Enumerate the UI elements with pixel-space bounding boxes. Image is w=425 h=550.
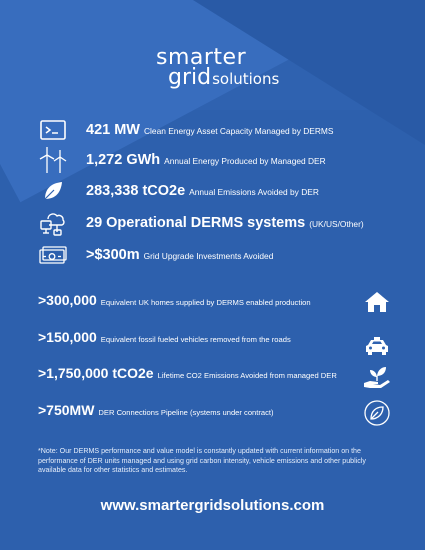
impact-value: >750MW <box>38 402 95 418</box>
money-icon <box>38 240 68 270</box>
impact-row <box>38 402 274 420</box>
house-icon <box>362 287 392 317</box>
stat-value: 29 Operational DERMS systems <box>86 215 306 231</box>
stat-value: >$300m <box>86 247 140 263</box>
terminal-icon <box>38 115 68 145</box>
impact-row <box>38 365 337 383</box>
footnote: *Note: Our DERMS performance and value model is constantly updated with current information on the performance of DER units managed and using grid carbon intensity, vehicle emissions and other publicly available data for other statistics and estimates. <box>38 447 366 475</box>
impact-value: >300,000 <box>38 292 97 308</box>
impact-row <box>38 292 311 310</box>
impact-label: Lifetime CO2 Emissions Avoided from managed DER <box>157 371 337 380</box>
stat-row <box>38 145 326 175</box>
stat-label: Clean Energy Asset Capacity Managed by DERMS <box>144 126 334 136</box>
stat-row <box>38 115 333 145</box>
website-url[interactable]: www.smartergridsolutions.com <box>100 497 325 514</box>
impact-row <box>38 329 291 347</box>
eco-leaf-circle-icon <box>362 398 392 428</box>
stat-row <box>38 208 364 238</box>
impact-value: >150,000 <box>38 329 97 345</box>
stat-label: Grid Upgrade Investments Avoided <box>143 251 274 261</box>
impact-label: DER Connections Pipeline (systems under contract) <box>98 408 274 417</box>
stat-value: 1,272 GWh <box>86 152 161 168</box>
logo-grid-text: grid <box>168 65 212 90</box>
impact-label: Equivalent fossil fueled vehicles removed from the roads <box>100 335 291 344</box>
leaf-icon <box>38 176 68 206</box>
stat-row <box>38 176 319 206</box>
stat-value: 283,338 tCO2e <box>86 183 186 199</box>
wind-turbine-icon <box>38 145 68 175</box>
hand-plant-icon <box>362 362 392 392</box>
stat-label: Annual Energy Produced by Managed DER <box>164 156 326 166</box>
car-icon <box>362 331 392 361</box>
impact-label: Equivalent UK homes supplied by DERMS enabled production <box>100 298 311 307</box>
stat-value: 421 MW <box>86 122 140 138</box>
stat-label: (UK/US/Other) <box>309 219 364 229</box>
network-systems-icon <box>38 208 68 238</box>
company-logo <box>156 45 286 90</box>
stat-label: Annual Emissions Avoided by DER <box>189 187 319 197</box>
logo-solutions-text: solutions <box>212 70 280 88</box>
stat-row <box>38 240 273 270</box>
logo-line-1: smarter <box>156 45 247 70</box>
logo-line-2 <box>168 65 286 90</box>
impact-value: >1,750,000 tCO2e <box>38 365 154 381</box>
